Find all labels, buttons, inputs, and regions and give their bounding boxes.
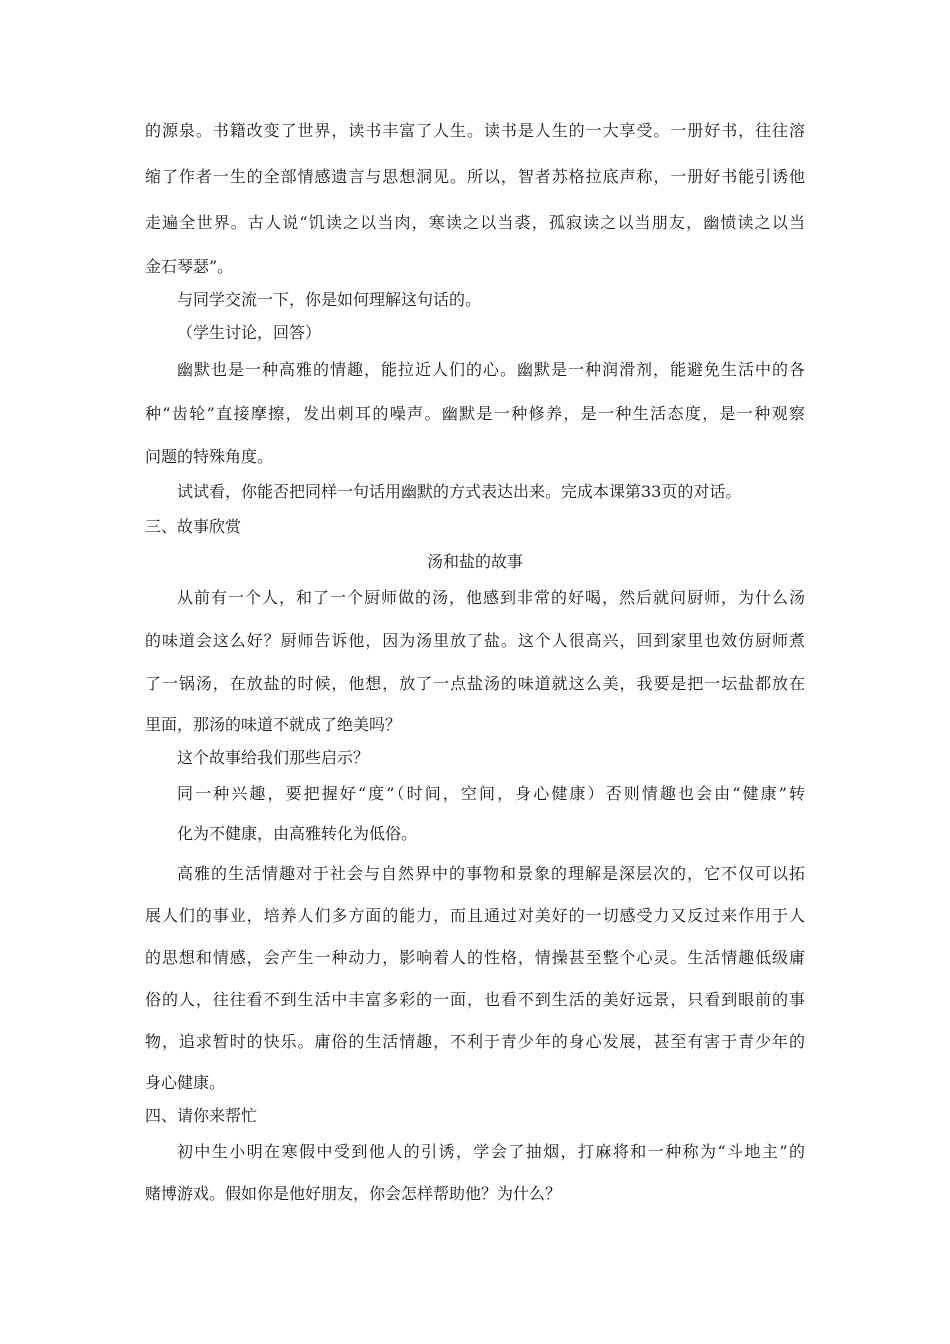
text-line: 缩了作者一生的全部情感遗言与思想洞见。所以，智者苏格拉底声称，一册好书能引诱他 xyxy=(145,167,805,186)
text-line: 走遍全世界。古人说“饥读之以当肉，寒读之以当裘，孤寂读之以当朋友，幽愤读之以当 xyxy=(145,213,805,232)
text-line: 物，追求暂时的快乐。庸俗的生活情趣，不利于青少年的身心发展，甚至有害于青少年的 xyxy=(145,1032,805,1051)
text-line: 同一种兴趣，要把握好“度”（时间，空间，身心健康）否则情趣也会由“健康”转 xyxy=(177,784,805,803)
paragraph-question: 这个故事给我们那些启示？ xyxy=(177,748,370,767)
text-line: 展人们的事业，培养人们多方面的能力，而且通过对美好的一切感受力又反过来作用于人 xyxy=(145,906,805,925)
text-line: 高雅的生活情趣对于社会与自然界中的事物和景象的理解是深层次的，它不仅可以拓 xyxy=(177,864,805,883)
story-title: 汤和盐的故事 xyxy=(426,552,523,571)
text-line: 金石琴瑟”。 xyxy=(145,257,234,276)
text-line: 种“齿轮”直接摩擦，发出刺耳的噪声。幽默是一种修养，是一种生活态度，是一种观察 xyxy=(145,404,805,423)
text-line: 里面，那汤的味道不就成了绝美吗？ xyxy=(145,715,402,734)
text-line: 从前有一个人，和了一个厨师做的汤，他感到非常的好喝，然后就问厨师，为什么汤 xyxy=(177,588,805,607)
text-line: 了一锅汤，在放盐的时候，他想，放了一点盐汤的味道就这么美，我要是把一坛盐都放在 xyxy=(145,674,805,693)
paragraph-student-note: （学生讨论，回答） xyxy=(177,323,322,342)
text-line: 化为不健康，由高雅转化为低俗。 xyxy=(177,824,418,843)
text-line: 赌博游戏。假如你是他好朋友，你会怎样帮助他？为什么？ xyxy=(145,1184,562,1203)
text-line: 身心健康。 xyxy=(145,1073,226,1092)
text-line: 初中生小明在寒假中受到他人的引诱，学会了抽烟，打麻将和一种称为“斗地主”的 xyxy=(177,1142,805,1161)
paragraph-discuss: 与同学交流一下，你是如何理解这句话的。 xyxy=(177,290,482,309)
text-line: 的源泉。书籍改变了世界，读书丰富了人生。读书是人生的一大享受。一册好书，往往溶 xyxy=(145,121,805,140)
text-line: 问题的特殊角度。 xyxy=(145,447,274,466)
section-heading-3: 三、故事欣赏 xyxy=(145,517,242,536)
text-line: 俗的人，往往看不到生活中丰富多彩的一面，也看不到生活的美好远景，只看到眼前的事 xyxy=(145,990,805,1009)
text-line: 的思想和情感，会产生一种动力，影响着人的性格，情操甚至整个心灵。生活情趣低级庸 xyxy=(145,948,805,967)
paragraph-try: 试试看，你能否把同样一句话用幽默的方式表达出来。完成本课第33页的对话。 xyxy=(177,482,742,501)
text-line: 幽默也是一种高雅的情趣，能拉近人们的心。幽默是一种润滑剂，能避免生活中的各 xyxy=(177,360,805,379)
section-heading-4: 四、请你来帮忙 xyxy=(145,1106,258,1125)
text-line: 的味道会这么好？厨师告诉他，因为汤里放了盐。这个人很高兴，回到家里也效仿厨师煮 xyxy=(145,631,805,650)
